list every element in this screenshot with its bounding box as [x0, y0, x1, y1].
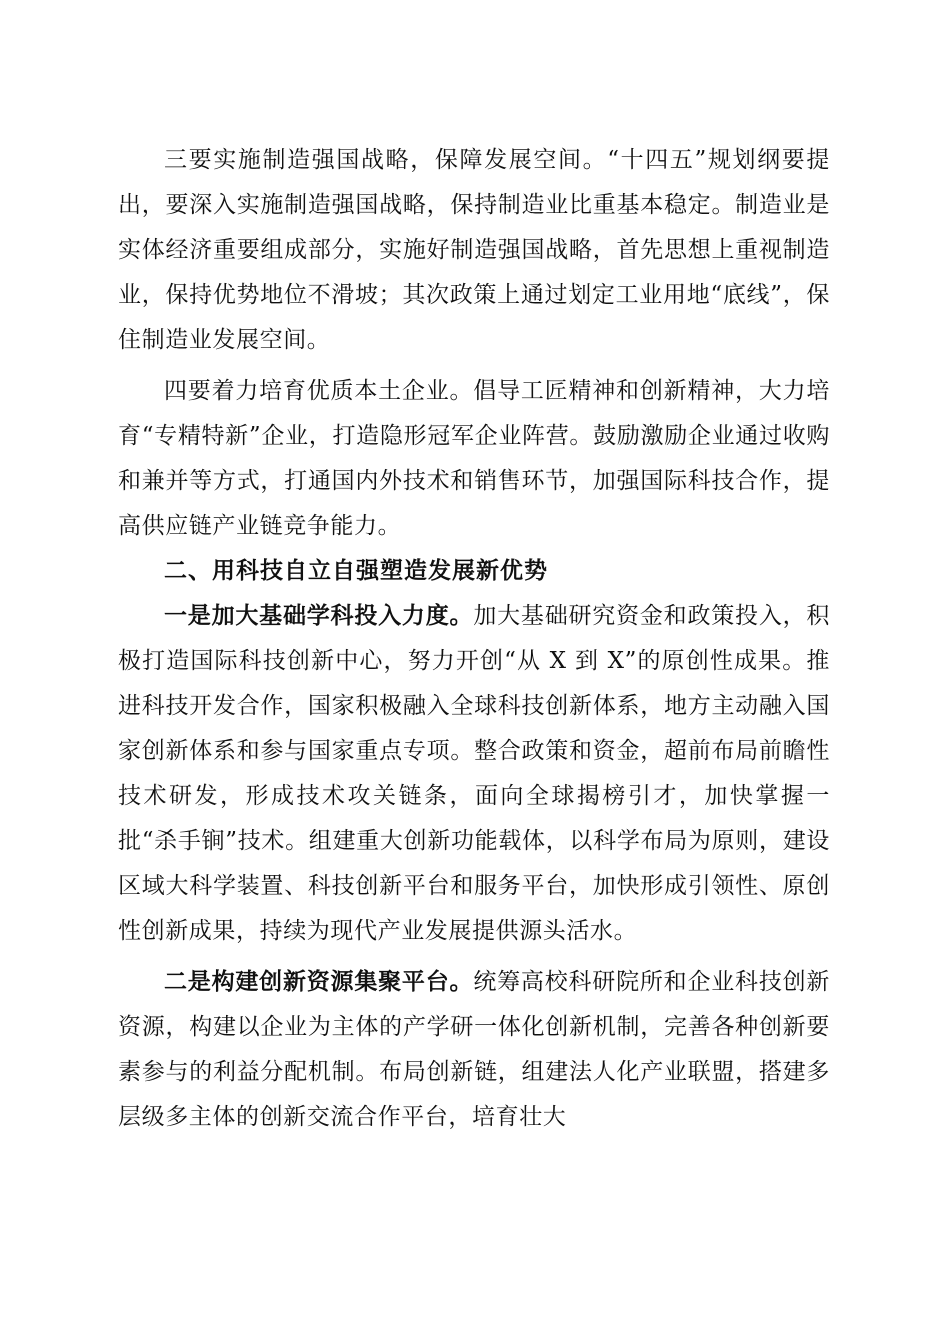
paragraph-basic-research	[118, 594, 830, 954]
paragraph-manufacturing-strategy: 三要实施制造强国战略，保障发展空间。“十四五”规划纲要提出，要深入实施制造强国战略，保持制造业比重基本稳定。制造业是实体经济重要组成部分，实施好制造强国战略，首先思想上重视制造业，保持优势地位不滑坡；其次政策上通过划定工业用地“底线”，保住制造业发展空间。	[118, 147, 830, 353]
item1-lead: 一是加大基础学科投入力度。	[164, 603, 474, 629]
item1-body: 加大基础研究资金和政策投入，积极打造国际科技创新中心，努力开创“从 X 到 X”的原创性成果。推进科技开发合作，国家积极融入全球科技创新体系，地方主动融入国家创新体系和参与国家重点专项。整合政策和资金，超前布局前瞻性技术研发，形成技术攻关链条，面向全球揭榜引才，加快掌握一批“杀手锏”技术。组建重大创新功能载体，以科学布局为原则，建设区域大科学装置、科技创新平台和服务平台，加快形成引领性、原创性创新成果，持续为现代产业发展提供源头活水。	[118, 603, 831, 944]
paragraph-local-enterprises: 四要着力培育优质本土企业。倡导工匠精神和创新精神，大力培育“专精特新”企业，打造隐形冠军企业阵营。鼓励激励企业通过收购和兼并等方式，打通国内外技术和销售环节，加强国际科技合作，提高供应链产业链竞争能力。	[118, 378, 830, 539]
section-heading: 二、用科技自立自强塑造发展新优势	[164, 558, 548, 584]
item2-lead: 二是构建创新资源集聚平台。	[164, 969, 474, 995]
document-body	[118, 138, 830, 1140]
paragraph-innovation-platform	[118, 960, 830, 1140]
item2-body: 统筹高校科研院所和企业科技创新资源，构建以企业为主体的产学研一体化创新机制，完善各种创新要素参与的利益分配机制。布局创新链，组建法人化产业联盟，搭建多层级多主体的创新交流合作平台，培育壮大	[118, 969, 831, 1130]
